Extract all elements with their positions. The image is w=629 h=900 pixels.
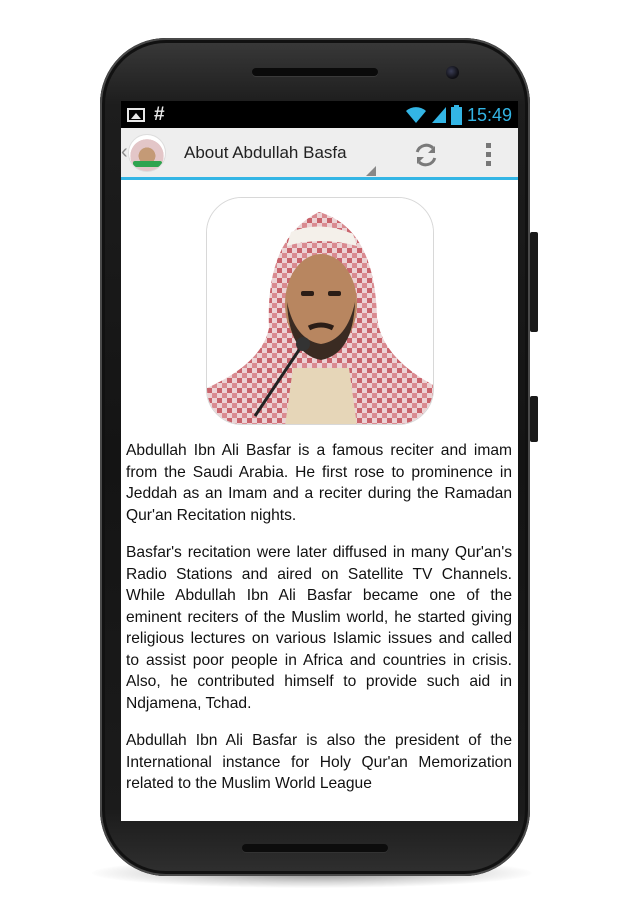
status-system — [405, 104, 512, 126]
status-bar — [121, 101, 518, 128]
portrait-illustration — [207, 198, 434, 425]
overflow-menu-icon[interactable] — [481, 140, 495, 170]
image-icon — [127, 108, 145, 122]
bottom-speaker — [242, 844, 388, 852]
earpiece-speaker — [252, 68, 378, 76]
about-content[interactable] — [121, 180, 518, 821]
refresh-icon[interactable] — [411, 140, 441, 170]
reciter-portrait — [206, 197, 434, 425]
spinner-indicator-icon — [366, 166, 376, 176]
bio-paragraph: Basfar's recitation were later diffused in many Qur'an's Radio Stations and aired on Satellite TV Channels. While Abdullah Ibn Ali Basfar became one of the eminent reciters of the Muslim world, he started giving religious lectures on various Islamic issues and called to assist poor people in Africa and countries in crisis. Also, he contributed himself to provide such aid in Ndjamena, Tchad. — [126, 544, 512, 712]
power-button — [530, 232, 538, 332]
front-camera — [446, 66, 459, 79]
volume-button — [530, 396, 538, 442]
battery-icon — [451, 105, 462, 125]
app-icon-badge — [133, 161, 162, 167]
page-title[interactable]: About Abdullah Basfa — [184, 143, 347, 162]
status-time: 15:49 — [466, 105, 512, 125]
status-notifications — [127, 105, 165, 125]
hash-icon: # — [154, 104, 165, 125]
action-bar — [121, 128, 518, 180]
device-screen — [121, 101, 518, 821]
signal-icon — [432, 106, 446, 124]
app-avatar-icon[interactable] — [128, 134, 166, 172]
bio-paragraph: Abdullah Ibn Ali Basfar is a famous reciter and imam from the Saudi Arabia. He first rose to prominence in Jeddah as an Imam and a reciter during the Ramadan Qur'an Recitation nights. — [126, 442, 512, 524]
back-chevron-icon[interactable]: ‹ — [121, 141, 128, 163]
wifi-icon — [405, 106, 427, 124]
phone-frame — [100, 38, 530, 876]
bio-text — [126, 440, 512, 811]
bio-paragraph: Abdullah Ibn Ali Basfar is also the president of the International instance for Holy Qur'an Memorization related to the Muslim World League — [126, 732, 512, 792]
